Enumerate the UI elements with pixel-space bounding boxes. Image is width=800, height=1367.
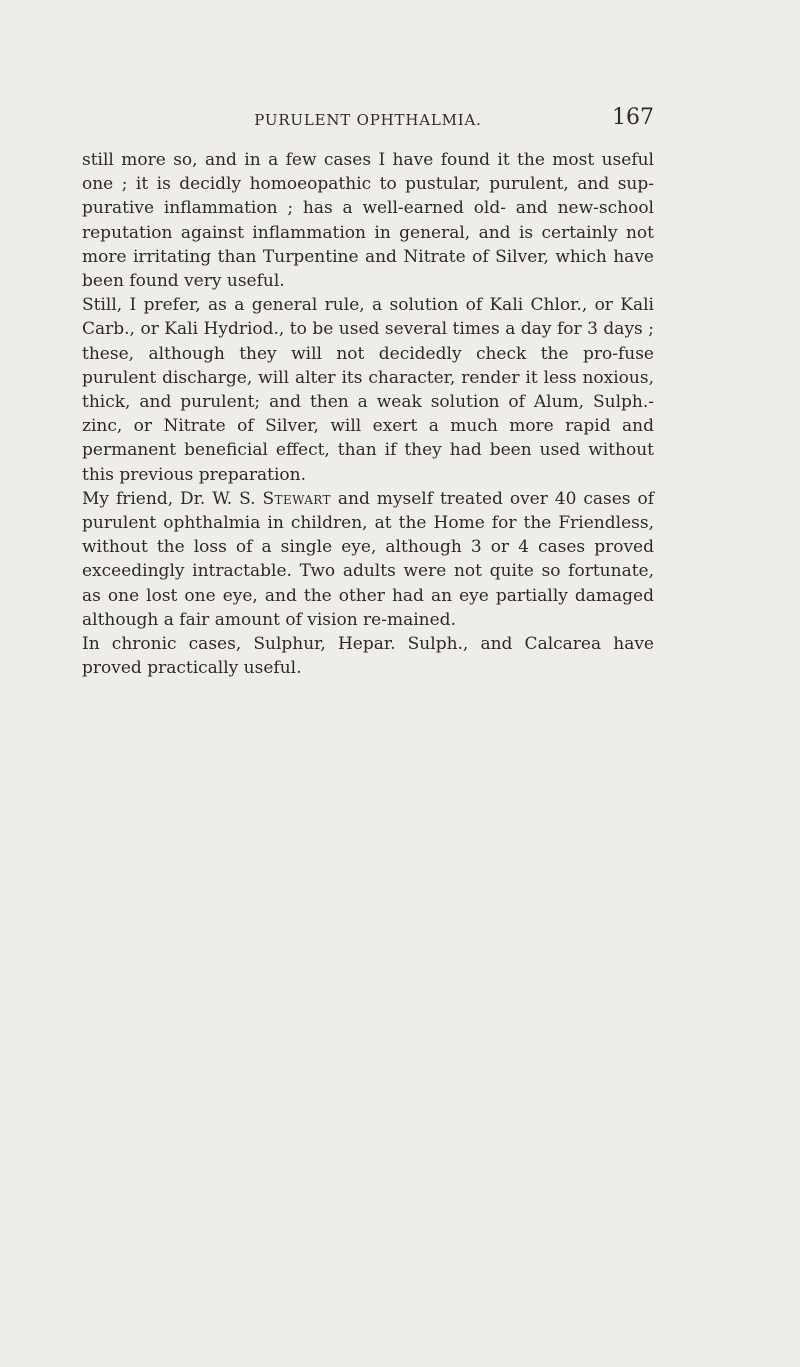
paragraph-1 (82, 148, 654, 293)
paragraph-2 (82, 293, 654, 487)
paragraph-1-text: still more so, and in a few cases I have found it the most useful one ; it is decidly homoeopathic to pustular, purulent, and sup-purative inflammation ; has a well-earned old- and new-school reputation against inflammation in general, and is certainly not more irritating than Turpentine and Nitrate of Silver, which have been found very useful. (82, 150, 654, 292)
paragraph-4-text: In chronic cases, Sulphur, Hepar. Sulph., and Calcarea have proved practically useful. (82, 634, 654, 679)
paragraph-3 (82, 487, 654, 632)
paragraph-4 (82, 632, 654, 680)
running-title: PURULENT OPHTHALMIA. (254, 111, 482, 129)
running-head (82, 103, 654, 133)
body-text (82, 148, 654, 680)
paragraph-3-text-start: My friend, Dr. W. S. (82, 488, 263, 509)
paragraph-3-text-end: and myself treated over 40 cases of purulent ophthalmia in children, at the Home for the Friendless, without the loss of a single eye, although 3 or 4 cases proved exceedingly intractable. Two adults were not quite so fortunate, as one lost one eye, and the other had an eye partially damaged although a fair amount of vision re-mained. (82, 488, 654, 630)
author-name-small-caps: Stewart (262, 488, 331, 509)
paragraph-2-text: Still, I prefer, as a general rule, a solution of Kali Chlor., or Kali Carb., or Kali Hydriod., to be used several times a day for 3 days ; these, although they will not decidedly check the pro-fuse purulent discharge, will alter its character, render it less noxious, thick, and purulent; and then a weak solution of Alum, Sulph.-zinc, or Nitrate of Silver, will exert a much more rapid and permanent beneficial effect, than if they had been used without this previous preparation. (82, 295, 654, 485)
page-number: 167 (612, 105, 654, 130)
